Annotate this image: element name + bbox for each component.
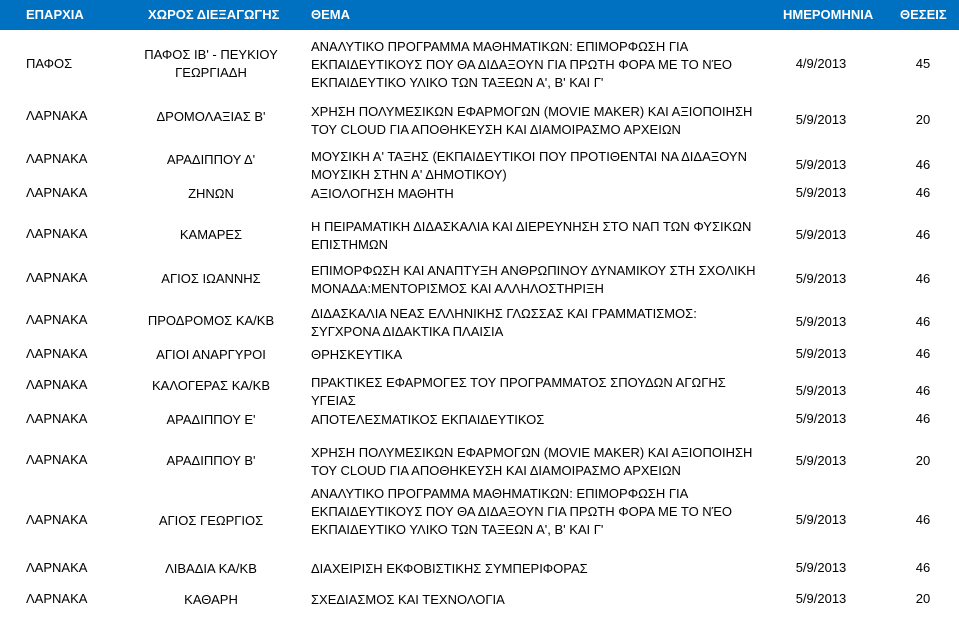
cell-thema-line: ΕΚΠΑΙΔΕΥΤΙΚΟΥΣ ΠΟΥ ΘΑ ΔΙΔΑΞΟΥΝ ΓΙΑ ΠΡΩΤΗ ΦΟΡΑ ΜΕ ΤΟ ΝΈΟ <box>311 57 733 72</box>
cell-xoros <box>122 151 300 169</box>
cell-thema <box>311 262 756 298</box>
cell-theseis: 46 <box>915 314 931 329</box>
cell-thema <box>311 148 747 184</box>
cell-xoros <box>122 452 300 470</box>
cell-eparxia: ΛΑΡΝΑΚΑ <box>26 151 88 166</box>
cell-eparxia: ΛΑΡΝΑΚΑ <box>26 270 88 285</box>
cell-date: 5/9/2013 <box>795 346 847 361</box>
cell-eparxia: ΛΑΡΝΑΚΑ <box>26 108 88 123</box>
cell-date: 5/9/2013 <box>795 157 847 172</box>
cell-xoros <box>122 108 300 126</box>
cell-date: 5/9/2013 <box>795 411 847 426</box>
cell-thema-line: ΕΠΙΣΤΗΜΩΝ <box>311 237 388 252</box>
cell-xoros <box>122 312 300 330</box>
cell-xoros <box>122 185 300 203</box>
cell-xoros <box>122 411 300 429</box>
cell-thema-line: ΑΝΑΛΥΤΙΚΟ ΠΡΟΓΡΑΜΜΑ ΜΑΘΗΜΑΤΙΚΩΝ: ΕΠΙΜΟΡΦΩΣΗ ΓΙΑ <box>311 39 689 54</box>
cell-xoros-line: ΑΡΑΔΙΠΠΟΥ Δ' <box>166 152 256 167</box>
cell-theseis: 45 <box>915 56 931 71</box>
cell-thema <box>311 38 732 92</box>
cell-theseis: 20 <box>915 453 931 468</box>
cell-xoros <box>122 270 300 288</box>
header-eparxia: ΕΠΑΡΧΙΑ <box>26 7 84 22</box>
cell-thema <box>311 374 726 410</box>
header-imerominia: ΗΜΕΡΟΜΗΝΙΑ <box>783 7 874 22</box>
cell-eparxia: ΛΑΡΝΑΚΑ <box>26 560 88 575</box>
cell-thema-line: ΕΚΠΑΙΔΕΥΤΙΚΟ ΥΛΙΚΟ ΤΩΝ ΤΑΞΕΩΝ Α', Β' ΚΑΙ Γ' <box>311 75 604 90</box>
cell-xoros-line: ΖΗΝΩΝ <box>188 186 234 201</box>
cell-xoros <box>122 512 300 530</box>
cell-xoros-line: ΚΑΜΑΡΕΣ <box>179 227 243 242</box>
cell-theseis: 46 <box>915 383 931 398</box>
cell-thema-line: ΔΙΔΑΣΚΑΛΙΑ ΝΕΑΣ ΕΛΛΗΝΙΚΗΣ ΓΛΩΣΣΑΣ ΚΑΙ ΓΡΑΜΜΑΤΙΣΜΟΣ: <box>311 306 697 321</box>
cell-eparxia: ΛΑΡΝΑΚΑ <box>26 452 88 467</box>
cell-thema <box>311 444 752 480</box>
cell-thema-line: ΕΚΠΑΙΔΕΥΤΙΚΟ ΥΛΙΚΟ ΤΩΝ ΤΑΞΕΩΝ Α', Β' ΚΑΙ Γ' <box>311 522 604 537</box>
cell-xoros-line: ΑΡΑΔΙΠΠΟΥ Ε' <box>166 412 256 427</box>
cell-xoros-line: ΑΓΙΟΣ ΓΕΩΡΓΙΟΣ <box>158 513 264 528</box>
cell-date: 5/9/2013 <box>795 591 847 606</box>
cell-thema-line: ΣΥΓΧΡΟΝΑ ΔΙΔΑΚΤΙΚΑ ΠΛΑΙΣΙΑ <box>311 324 504 339</box>
cell-thema-line: ΜΟΥΣΙΚΗ ΣΤΗΝ Α' ΔΗΜΟΤΙΚΟΥ) <box>311 167 507 182</box>
cell-thema <box>311 560 588 578</box>
cell-thema-line: ΧΡΗΣΗ ΠΟΛΥΜΕΣΙΚΩΝ ΕΦΑΡΜΟΓΩΝ (MOVIE MAKER) ΚΑΙ ΑΞΙΟΠΟΙΗΣΗ <box>311 445 753 460</box>
cell-date: 5/9/2013 <box>795 112 847 127</box>
cell-theseis: 20 <box>915 591 931 606</box>
cell-date: 5/9/2013 <box>795 512 847 527</box>
cell-thema <box>311 185 454 203</box>
cell-xoros-line: ΑΓΙΟΙ ΑΝΑΡΓΥΡΟΙ <box>156 347 266 362</box>
cell-thema-line: ΧΡΗΣΗ ΠΟΛΥΜΕΣΙΚΩΝ ΕΦΑΡΜΟΓΩΝ (MOVIE MAKER) ΚΑΙ ΑΞΙΟΠΟΙΗΣΗ <box>311 104 753 119</box>
cell-xoros-line: ΛΙΒΑΔΙΑ ΚΑ/ΚΒ <box>165 561 257 576</box>
cell-thema-line: ΤΟΥ CLOUD ΓΙΑ ΑΠΟΘΗΚΕΥΣΗ ΚΑΙ ΔΙΑΜΟΙΡΑΣΜΟ ΑΡΧΕΙΩΝ <box>311 122 681 137</box>
cell-theseis: 46 <box>915 560 931 575</box>
cell-xoros-line: ΠΑΦΟΣ ΙΒ' - ΠΕΥΚΙΟΥ <box>144 47 278 62</box>
cell-theseis: 20 <box>915 112 931 127</box>
cell-eparxia: ΠΑΦΟΣ <box>26 56 73 71</box>
header-xoros: ΧΩΡΟΣ ΔΙΕΞΑΓΩΓΗΣ <box>148 7 280 22</box>
cell-date: 5/9/2013 <box>795 314 847 329</box>
cell-theseis: 46 <box>915 512 931 527</box>
cell-date: 5/9/2013 <box>795 560 847 575</box>
cell-thema <box>311 218 751 254</box>
header-theseis: ΘΕΣΕΙΣ <box>900 7 947 22</box>
cell-xoros-line: ΑΡΑΔΙΠΠΟΥ Β' <box>166 453 256 468</box>
table-header <box>0 0 959 30</box>
cell-eparxia: ΛΑΡΝΑΚΑ <box>26 185 88 200</box>
header-thema: ΘΕΜΑ <box>311 7 350 22</box>
cell-date: 5/9/2013 <box>795 453 847 468</box>
cell-thema <box>311 305 697 341</box>
cell-xoros <box>122 377 300 395</box>
cell-theseis: 46 <box>915 185 931 200</box>
cell-xoros-line: ΓΕΩΡΓΙΑΔΗ <box>175 65 247 80</box>
cell-thema-line: ΜΟΝΑΔΑ:ΜΕΝΤΟΡΙΣΜΟΣ ΚΑΙ ΑΛΛΗΛΟΣΤΗΡΙΞΗ <box>311 281 604 296</box>
cell-theseis: 46 <box>915 157 931 172</box>
cell-xoros <box>122 346 300 364</box>
cell-eparxia: ΛΑΡΝΑΚΑ <box>26 411 88 426</box>
cell-thema-line: ΑΝΑΛΥΤΙΚΟ ΠΡΟΓΡΑΜΜΑ ΜΑΘΗΜΑΤΙΚΩΝ: ΕΠΙΜΟΡΦΩΣΗ ΓΙΑ <box>311 486 689 501</box>
cell-thema-line: ΣΧΕΔΙΑΣΜΟΣ ΚΑΙ ΤΕΧΝΟΛΟΓΙΑ <box>311 592 505 607</box>
cell-eparxia: ΛΑΡΝΑΚΑ <box>26 512 88 527</box>
cell-thema-line: ΘΡΗΣΚΕΥΤΙΚΑ <box>311 347 403 362</box>
cell-thema-line: ΑΠΟΤΕΛΕΣΜΑΤΙΚΟΣ ΕΚΠΑΙΔΕΥΤΙΚΟΣ <box>311 412 545 427</box>
cell-eparxia: ΛΑΡΝΑΚΑ <box>26 591 88 606</box>
cell-xoros <box>122 591 300 609</box>
cell-eparxia: ΛΑΡΝΑΚΑ <box>26 377 88 392</box>
cell-thema-line: ΕΠΙΜΟΡΦΩΣΗ ΚΑΙ ΑΝΑΠΤΥΞΗ ΑΝΘΡΩΠΙΝΟΥ ΔΥΝΑΜΙΚΟΥ ΣΤΗ ΣΧΟΛΙΚΗ <box>311 263 756 278</box>
cell-theseis: 46 <box>915 227 931 242</box>
cell-xoros <box>122 46 300 82</box>
cell-thema <box>311 103 752 139</box>
cell-thema-line: ΥΓΕΙΑΣ <box>311 393 356 408</box>
cell-xoros-line: ΠΡΟΔΡΟΜΟΣ ΚΑ/ΚΒ <box>147 313 275 328</box>
cell-thema <box>311 485 732 539</box>
cell-theseis: 46 <box>915 346 931 361</box>
cell-thema-line: ΠΡΑΚΤΙΚΕΣ ΕΦΑΡΜΟΓΕΣ ΤΟΥ ΠΡΟΓΡΑΜΜΑΤΟΣ ΣΠΟΥΔΩΝ ΑΓΩΓΗΣ <box>311 375 726 390</box>
cell-xoros-line: ΚΑΘΑΡΗ <box>184 592 238 607</box>
cell-thema <box>311 346 402 364</box>
cell-thema-line: ΑΞΙΟΛΟΓΗΣΗ ΜΑΘΗΤΗ <box>311 186 454 201</box>
cell-date: 5/9/2013 <box>795 383 847 398</box>
cell-date: 5/9/2013 <box>795 185 847 200</box>
cell-xoros-line: ΑΓΙΟΣ ΙΩΑΝΝΗΣ <box>161 271 261 286</box>
cell-xoros <box>122 226 300 244</box>
cell-xoros <box>122 560 300 578</box>
cell-thema-line: ΜΟΥΣΙΚΗ Α' ΤΑΞΗΣ (ΕΚΠΑΙΔΕΥΤΙΚΟΙ ΠΟΥ ΠΡΟΤΙΘΕΝΤΑΙ ΝΑ ΔΙΔΑΞΟΥΝ <box>311 149 747 164</box>
cell-thema <box>311 411 544 429</box>
cell-eparxia: ΛΑΡΝΑΚΑ <box>26 346 88 361</box>
cell-thema <box>311 591 505 609</box>
cell-xoros-line: ΚΑΛΟΓΕΡΑΣ ΚΑ/ΚΒ <box>151 378 270 393</box>
cell-eparxia: ΛΑΡΝΑΚΑ <box>26 312 88 327</box>
cell-theseis: 46 <box>915 411 931 426</box>
cell-thema-line: ΕΚΠΑΙΔΕΥΤΙΚΟΥΣ ΠΟΥ ΘΑ ΔΙΔΑΞΟΥΝ ΓΙΑ ΠΡΩΤΗ ΦΟΡΑ ΜΕ ΤΟ ΝΈΟ <box>311 504 733 519</box>
cell-eparxia: ΛΑΡΝΑΚΑ <box>26 226 88 241</box>
cell-theseis: 46 <box>915 271 931 286</box>
cell-thema-line: ΤΟΥ CLOUD ΓΙΑ ΑΠΟΘΗΚΕΥΣΗ ΚΑΙ ΔΙΑΜΟΙΡΑΣΜΟ ΑΡΧΕΙΩΝ <box>311 463 681 478</box>
cell-thema-line: Η ΠΕΙΡΑΜΑΤΙΚΗ ΔΙΔΑΣΚΑΛΙΑ ΚΑΙ ΔΙΕΡΕΥΝΗΣΗ ΣΤΟ ΝΑΠ ΤΩΝ ΦΥΣΙΚΩΝ <box>311 219 752 234</box>
cell-xoros-line: ΔΡΟΜΟΛΑΞΙΑΣ Β' <box>156 109 266 124</box>
cell-date: 5/9/2013 <box>795 271 847 286</box>
cell-date: 4/9/2013 <box>795 56 847 71</box>
cell-thema-line: ΔΙΑΧΕΙΡΙΣΗ ΕΚΦΟΒΙΣΤΙΚΗΣ ΣΥΜΠΕΡΙΦΟΡΑΣ <box>311 561 588 576</box>
cell-date: 5/9/2013 <box>795 227 847 242</box>
